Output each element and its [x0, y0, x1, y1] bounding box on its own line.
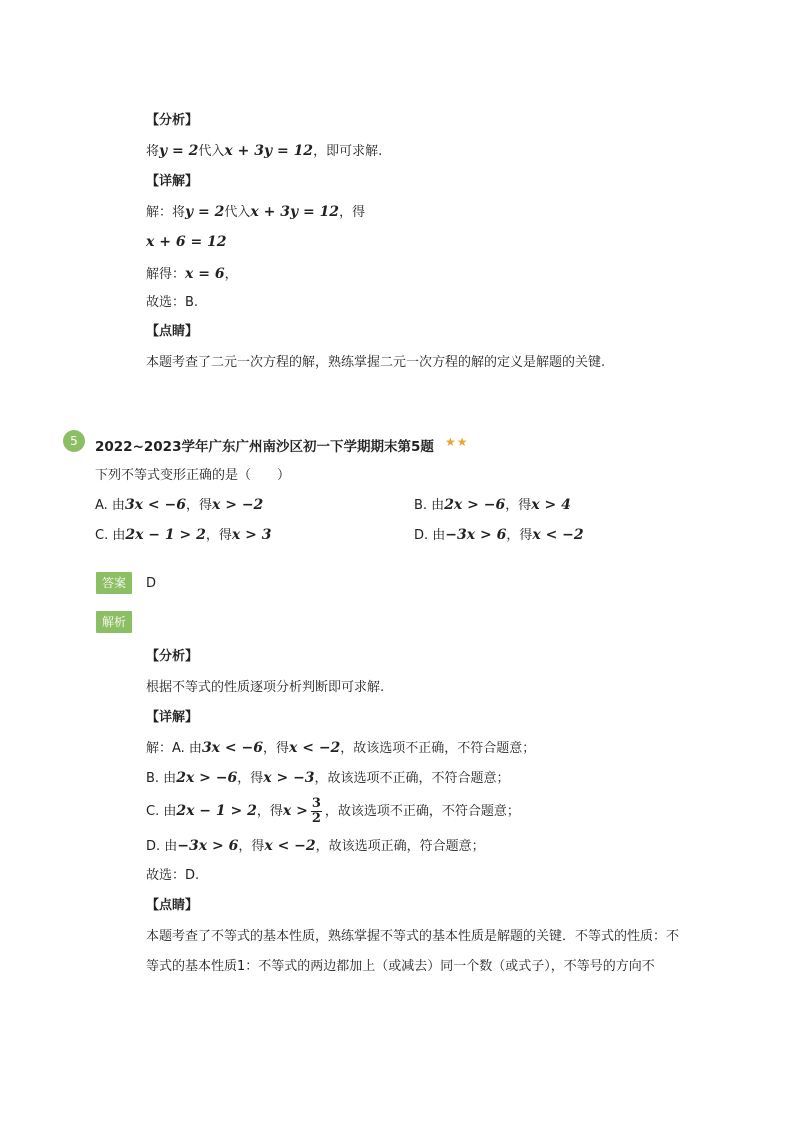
- text: 解：A. 由: [146, 741, 202, 756]
- text: ，即可求解.: [313, 144, 383, 159]
- text: ，故该选项不正确，不符合题意；: [314, 771, 510, 786]
- difficulty-stars: ★★: [445, 435, 469, 449]
- math: x < −2: [532, 527, 584, 543]
- math: y = 2: [185, 204, 225, 220]
- text: ，得: [262, 741, 289, 756]
- prev-detail-label: 【详解】: [146, 174, 199, 189]
- prev-equation: x + 6 = 12: [146, 234, 227, 250]
- detail-line-b: [146, 769, 510, 788]
- text: ，故该选项不正确，不符合题意；: [324, 804, 520, 819]
- math: x < −2: [264, 838, 316, 854]
- math: 2x > −6: [444, 497, 506, 513]
- prev-solve-line: [146, 265, 238, 284]
- comment-label: 【点睛】: [146, 898, 199, 913]
- text: ，: [224, 267, 238, 282]
- text: C. 由: [95, 528, 126, 543]
- text: ，得: [237, 771, 264, 786]
- analysis-text: 根据不等式的性质逐项分析判断即可求解.: [146, 680, 385, 695]
- math: x + 3y = 12: [250, 204, 340, 220]
- question-number-badge: 5: [63, 430, 85, 452]
- option-c: [95, 526, 271, 545]
- text: ，得: [205, 528, 232, 543]
- analysis-tag: 解析: [96, 611, 132, 633]
- text: ，得: [185, 498, 212, 513]
- text: ，得: [238, 839, 265, 854]
- text: D. 由: [146, 839, 178, 854]
- option-d: [414, 526, 584, 545]
- math: x > −3: [263, 770, 315, 786]
- prev-detail-text: [146, 203, 365, 222]
- text: B. 由: [414, 498, 445, 513]
- question-title: 2022~2023学年广东广州南沙区初一下学期期末第5题: [95, 439, 434, 455]
- prev-comment-label: 【点睛】: [146, 324, 199, 339]
- comment-line-1: 本题考查了不等式的基本性质，熟练掌握不等式的基本性质是解题的关键．不等式的性质：不: [146, 929, 680, 944]
- answer-value: D: [146, 576, 157, 591]
- text: 将: [146, 144, 160, 159]
- prev-analysis-text: [146, 142, 382, 161]
- prev-comment-text: 本题考查了二元一次方程的解，熟练掌握二元一次方程的解的定义是解题的关键.: [146, 355, 606, 370]
- math: y = 2: [159, 143, 199, 159]
- text: 解：将: [146, 205, 186, 220]
- detail-line-c: [146, 796, 520, 827]
- detail-label: 【详解】: [146, 710, 199, 725]
- text: 代入: [198, 144, 225, 159]
- math: x > −2: [212, 497, 264, 513]
- math: 2x − 1 > 2: [125, 527, 206, 543]
- solution-answer-line: 故选：D.: [146, 868, 200, 883]
- text: ，得: [339, 205, 366, 220]
- math: 3x < −6: [124, 497, 186, 513]
- comment-line-2: 等式的基本性质1：不等式的两边都加上（或减去）同一个数（或式子），不等号的方向不: [146, 959, 655, 974]
- question-stem: 下列不等式变形正确的是（ ）: [95, 468, 291, 483]
- math: x < −2: [289, 740, 341, 756]
- analysis-label: 【分析】: [146, 649, 199, 664]
- math: x + 3y = 12: [224, 143, 314, 159]
- math: x >: [282, 803, 308, 819]
- text: B. 由: [146, 771, 177, 786]
- math: −3x > 6: [445, 527, 507, 543]
- math: 2x − 1 > 2: [176, 803, 257, 819]
- prev-answer-line: 故选：B.: [146, 295, 199, 310]
- prev-analysis-label: 【分析】: [146, 113, 199, 128]
- math: −3x > 6: [177, 838, 239, 854]
- text: D. 由: [414, 528, 446, 543]
- text: ，故该选项正确，符合题意；: [315, 839, 485, 854]
- numerator: 3: [311, 796, 321, 811]
- math: 3x < −6: [201, 740, 263, 756]
- fraction: [311, 797, 322, 826]
- option-a: [95, 496, 263, 515]
- text: A. 由: [95, 498, 125, 513]
- math: x > 3: [231, 527, 272, 543]
- answer-tag: 答案: [96, 572, 132, 594]
- option-b: [414, 496, 571, 515]
- text: ，得: [505, 498, 532, 513]
- denominator: 2: [311, 811, 321, 826]
- text: ，得: [506, 528, 533, 543]
- text: 解得：: [146, 267, 186, 282]
- text: 代入: [224, 205, 251, 220]
- text: C. 由: [146, 804, 177, 819]
- math: x > 4: [531, 497, 571, 513]
- text: ，得: [256, 804, 283, 819]
- detail-line-d: [146, 837, 485, 856]
- math: 2x > −6: [176, 770, 238, 786]
- math: x = 6: [185, 266, 225, 282]
- text: ，故该选项不正确，不符合题意；: [340, 741, 536, 756]
- detail-line-a: [146, 739, 535, 758]
